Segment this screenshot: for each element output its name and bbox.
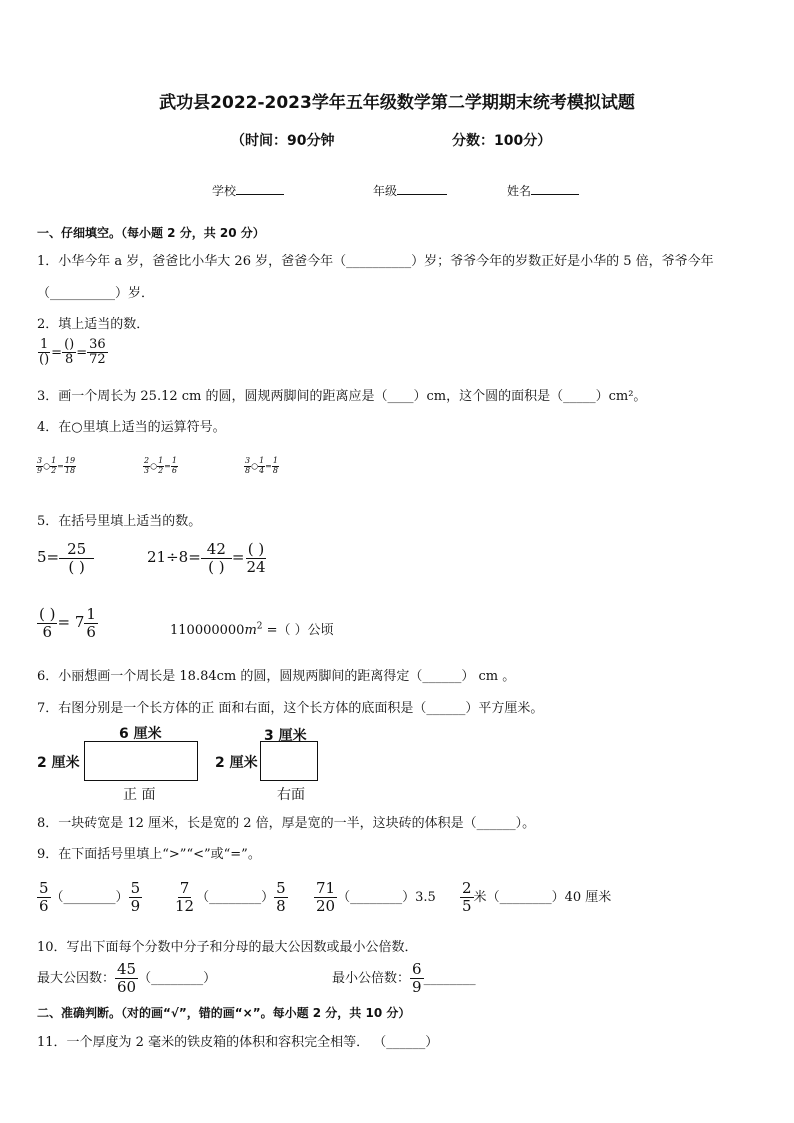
q10-gcd: 最大公因数： $\frac{45}{60}$ （________） (37, 960, 217, 996)
fraction: $\frac{36}{72}$ (89, 337, 106, 368)
front-width-label: 6 厘米 (119, 726, 162, 742)
answer-blank[interactable]: （________） (138, 971, 217, 986)
right-face-rectangle (260, 741, 318, 781)
grade-blank[interactable] (397, 182, 447, 195)
right-height-label: 2 厘米 (215, 755, 258, 771)
grade-label: 年级 (373, 184, 398, 198)
question-11: 11．一个厚度为 2 毫米的铁皮箱的体积和容积完全相等． （______） (37, 1035, 439, 1050)
page-title: 武功县2022-2023学年五年级数学第二学期期末统考模拟试题 (159, 93, 635, 113)
q5-expression-2: 21÷8= $\frac{42}{( )}$ = $\frac{( )}{24}$ (147, 540, 266, 576)
operator-circle[interactable]: ○ (150, 461, 158, 471)
question-1-line-2: （__________）岁． (37, 286, 155, 301)
question-2: 2．填上适当的数． (37, 317, 150, 332)
q9-comparison-4: $\frac{2}{5}$ 米（________）40 厘米 (462, 879, 612, 915)
exam-time: （时间：90分钟 (231, 133, 335, 149)
front-face-rectangle (84, 741, 198, 781)
answer-blank[interactable]: （________） (50, 890, 129, 905)
question-10: 10．写出下面每个分数中分子和分母的最大公因数或最小公倍数． (37, 940, 418, 955)
q4-expression-2: $\frac{2}{3}$ ○ $\frac{1}{2}$ = $\frac{1}{6}$ (144, 456, 177, 475)
name-field[interactable] (507, 182, 579, 199)
question-8: 8．一块砖宽是 12 厘米，长是宽的 2 倍，厚是宽的一半，这块砖的体积是（______）。 (37, 816, 536, 831)
operator-circle[interactable]: ○ (43, 461, 51, 471)
question-6: 6．小丽想画一个周长是 18.84cm 的圆，圆规两脚间的距离得定（______） cm 。 (37, 669, 516, 684)
q10-lcm: 最小公倍数： $\frac{6}{9}$ ________ (332, 960, 476, 996)
q9-comparison-1: $\frac{5}{6}$ （________） $\frac{5}{9}$ (39, 879, 141, 915)
q5-expression-4: $110000000m^2$ =（ ）公顷 (170, 621, 334, 638)
front-face-label: 正 面 (123, 787, 156, 803)
school-blank[interactable] (236, 182, 284, 195)
front-height-label: 2 厘米 (37, 755, 80, 771)
question-1-line-1: 1．小华今年 a 岁，爸爸比小华大 26 岁，爸爸今年（__________）岁；爷爷今年的岁数正好是小华的 5 倍，爷爷今年 (37, 254, 714, 269)
school-label: 学校 (212, 184, 237, 198)
section-1-title: 一、仔细填空。（每小题 2 分，共 20 分） (37, 226, 265, 240)
q9-comparison-2: $\frac{7}{12}$ （________） $\frac{5}{8}$ (175, 879, 286, 915)
answer-blank[interactable]: ________ (423, 971, 476, 986)
right-width-label: 3 厘米 (264, 728, 307, 744)
question-4: 4．在○里填上适当的运算符号。 (37, 420, 226, 435)
question-2-equation: $\frac{1}{()}$ = $\frac{()}{8}$ = $\frac{36}{72}$ (39, 337, 106, 368)
right-face-label: 右面 (277, 787, 305, 803)
school-field[interactable] (212, 182, 284, 199)
question-5: 5．在括号里填上适当的数。 (37, 514, 202, 529)
question-7: 7．右图分别是一个长方体的正 面和右面，这个长方体的底面积是（______）平方厘米。 (37, 701, 544, 716)
name-label: 姓名 (507, 184, 532, 198)
answer-blank[interactable]: （________） (196, 890, 275, 905)
question-3: 3．画一个周长为 25.12 cm 的圆，圆规两脚间的距离应是（____）cm，这个圆的面积是（_____）cm²。 (37, 389, 647, 404)
section-2-title: 二、准确判断。（对的画“√”，错的画“×”。每小题 2 分，共 10 分） (37, 1006, 411, 1020)
q4-expression-3: $\frac{3}{8}$ ○ $\frac{1}{4}$ = $\frac{1}{8}$ (245, 456, 278, 475)
q5-expression-3: $\frac{( )}{6}$ = 7 $\frac{1}{6}$ (39, 605, 96, 641)
answer-blank[interactable]: （________）40 厘米 (486, 890, 612, 905)
q9-comparison-3: $\frac{71}{20}$ （________）3.5 (316, 879, 436, 915)
q4-expression-1: $\frac{3}{9}$ ○ $\frac{1}{2}$ = $\frac{19}{18}$ (37, 456, 76, 475)
operator-circle[interactable]: ○ (251, 461, 259, 471)
fraction: $\frac{1}{()}$ (39, 337, 50, 368)
grade-field[interactable] (373, 182, 447, 199)
exam-score: 分数：100分） (452, 133, 552, 149)
question-9: 9．在下面括号里填上“>”“<”或“=”。 (37, 847, 261, 862)
answer-blank[interactable]: （________）3.5 (337, 890, 436, 905)
name-blank[interactable] (531, 182, 579, 195)
fraction: $\frac{()}{8}$ (64, 337, 75, 368)
q5-expression-1: 5= $\frac{25}{( )}$ (37, 541, 94, 575)
